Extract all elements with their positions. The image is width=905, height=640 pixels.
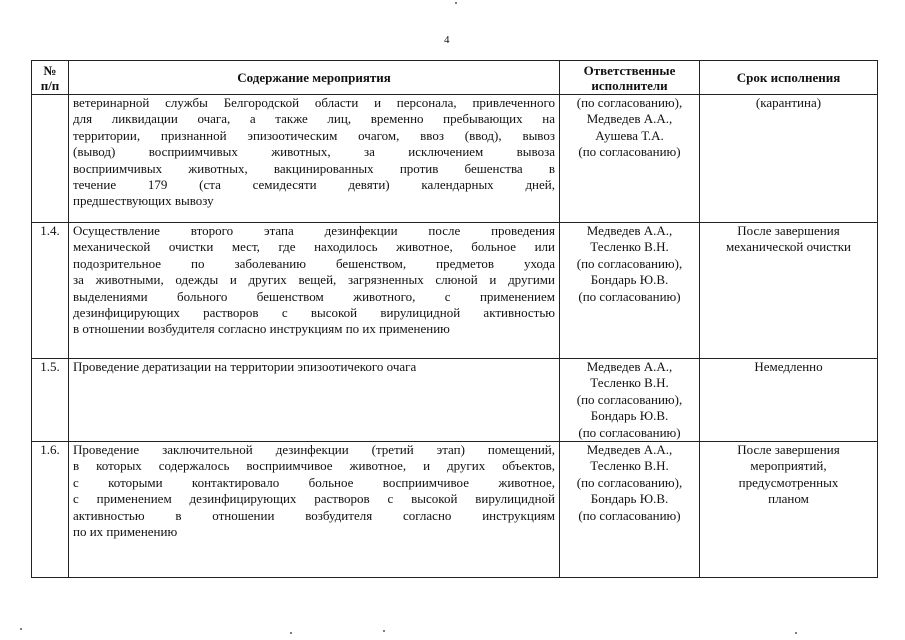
row-deadline: После завершения мероприятий, предусмотренных планом	[700, 442, 878, 578]
table-row	[32, 223, 878, 359]
row-deadline: Немедленно	[700, 359, 878, 442]
header-num: № п/п	[32, 61, 69, 95]
table-row	[32, 442, 878, 578]
row-deadline: После завершения механической очистки	[700, 223, 878, 359]
header-content: Содержание мероприятия	[69, 61, 560, 95]
row-responsible: Медведев А.А., Тесленко В.Н. (по согласованию), Бондарь Ю.В. (по согласованию)	[560, 359, 700, 442]
row-deadline: (карантина)	[700, 95, 878, 223]
row-content: Проведение дератизации на территории эпизоотичекого очага	[69, 359, 560, 442]
scan-speck	[383, 630, 385, 632]
row-content: Проведение заключительной дезинфекции (третий этап) помещений, в которых содержалось восприимчивое животное, и других объектов, с которыми контактировало больное восприимчивое животное, с применением дезинфицирующих растворов с высокой вирулицидной активностью в отношении возбудителя согласно инструкциям по их применению	[69, 442, 560, 578]
header-responsible: Ответственные исполнители	[560, 61, 700, 95]
row-responsible: (по согласованию), Медведев А.А., Аушева Т.А. (по согласованию)	[560, 95, 700, 223]
scan-speck	[20, 628, 22, 630]
table-header-row	[32, 61, 878, 95]
page-number: 4	[444, 34, 450, 46]
row-number	[32, 95, 69, 223]
row-responsible: Медведев А.А., Тесленко В.Н. (по согласованию), Бондарь Ю.В. (по согласованию)	[560, 223, 700, 359]
header-deadline: Срок исполнения	[700, 61, 878, 95]
scan-speck	[795, 632, 797, 634]
table-row	[32, 95, 878, 223]
scan-speck	[290, 632, 292, 634]
row-number: 1.6.	[32, 442, 69, 578]
table-row	[32, 359, 878, 442]
measures-table	[31, 60, 878, 578]
row-responsible: Медведев А.А., Тесленко В.Н. (по согласованию), Бондарь Ю.В. (по согласованию)	[560, 442, 700, 578]
scan-speck	[455, 2, 457, 4]
row-number: 1.4.	[32, 223, 69, 359]
row-content: ветеринарной службы Белгородской области и персонала, привлеченного для ликвидации очага, а также лиц, временно пребывающих на территории, признанной эпизоотическим очагом, ввоз (ввод), вывоз (вывод) восприимчивых животных, за исключением вывоза восприимчивых животных, вакцинированных против бешенства в течение 179 (ста семидесяти девяти) календарных дней, предшествующих вывозу	[69, 95, 560, 223]
row-content: Осуществление второго этапа дезинфекции после проведения механической очистки мест, где находилось животное, больное или подозрительное по заболеванию бешенством, предметов ухода за животными, одежды и других вещей, загрязненных слюной и другими выделениями больного бешенством животного, с применением дезинфицирующих растворов с высокой вирулицидной активностью в отношении возбудителя согласно инструкциям по их применению	[69, 223, 560, 359]
row-number: 1.5.	[32, 359, 69, 442]
